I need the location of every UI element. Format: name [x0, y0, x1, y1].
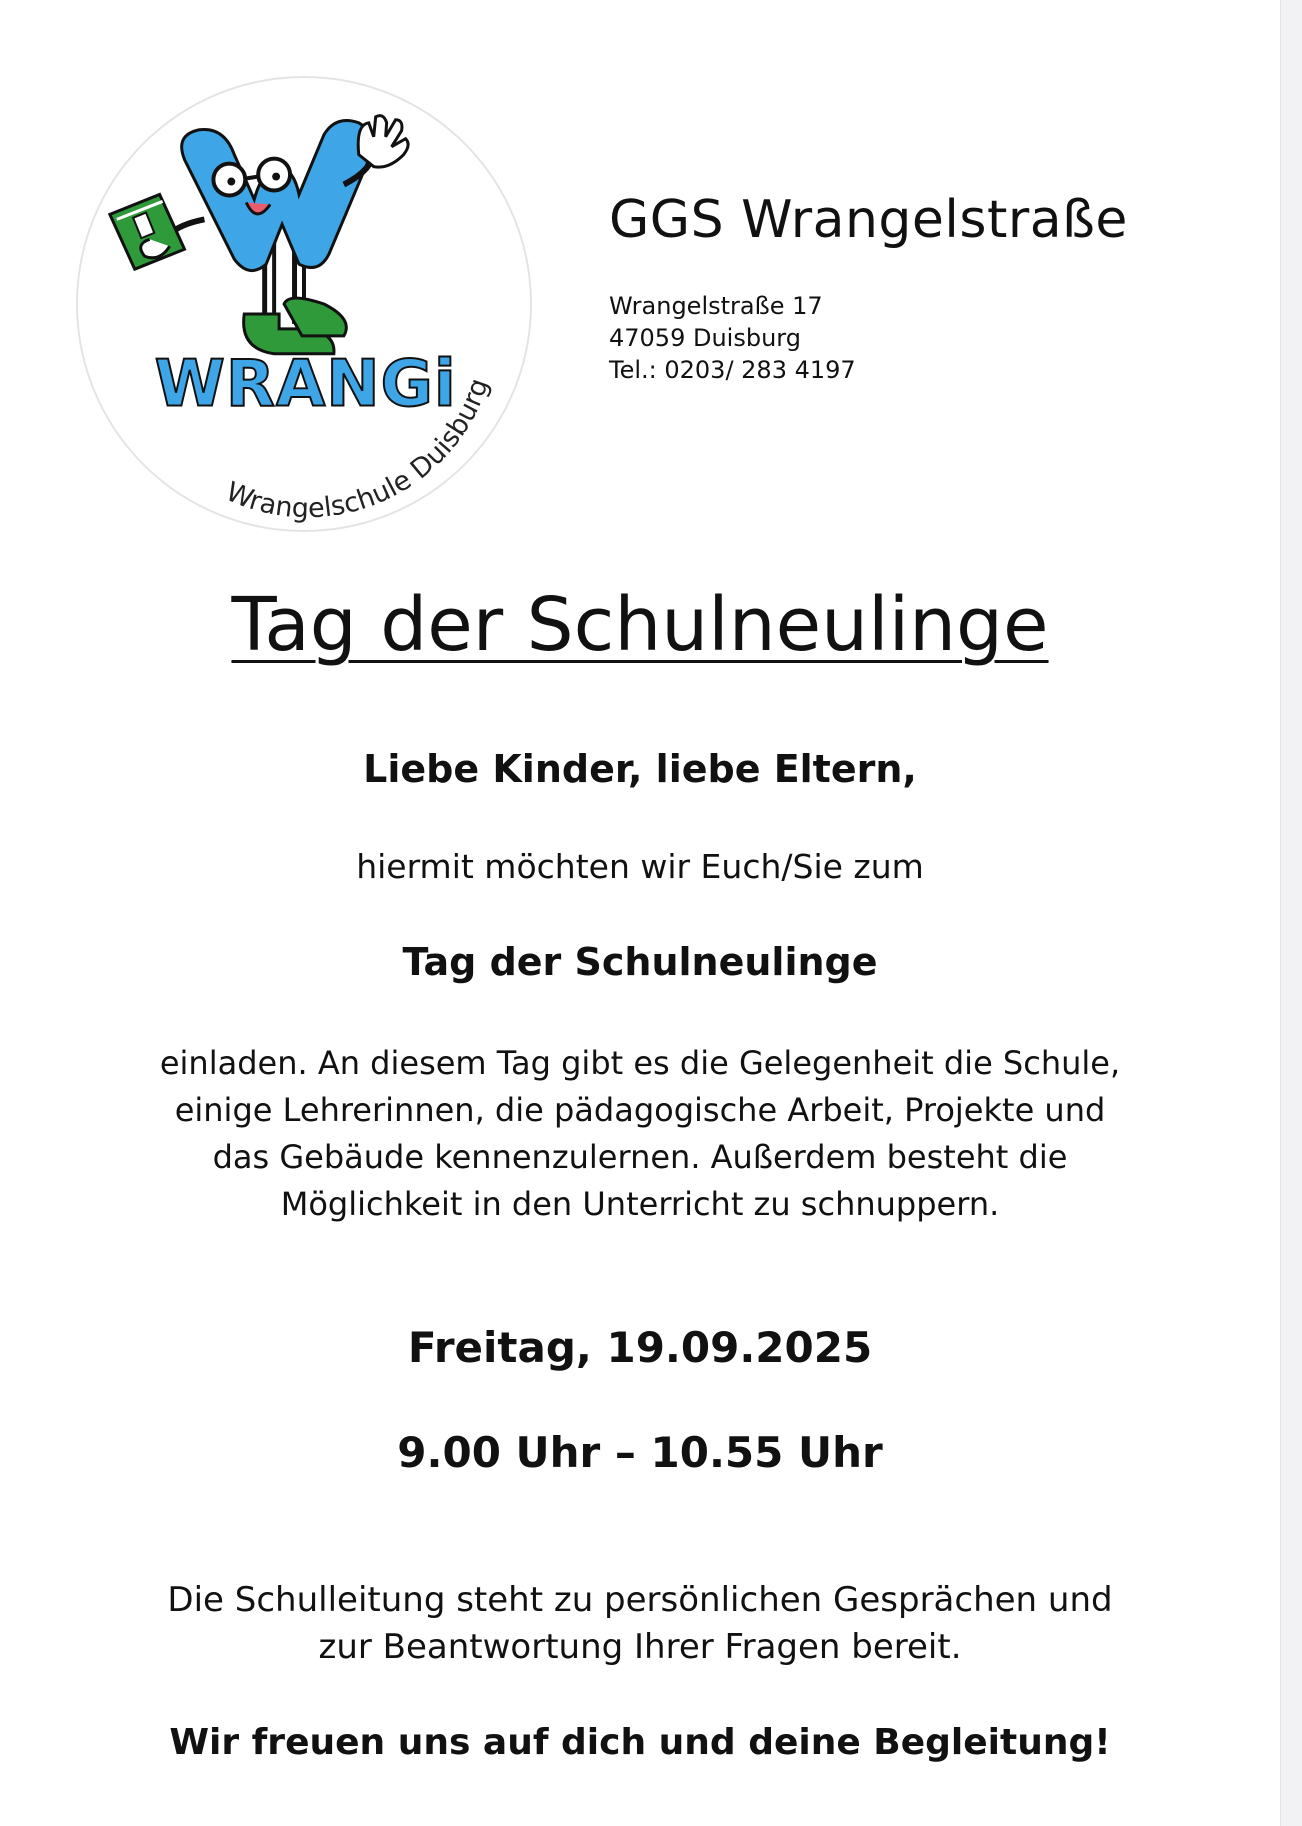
- logo-wordmark: WRANGi: [154, 347, 457, 422]
- logo-arc-text: Wrangelschule Duisburg: [221, 374, 496, 525]
- school-address: [609, 290, 856, 386]
- address-phone: Tel.: 0203/ 283 4197: [609, 356, 856, 384]
- event-time: 9.00 Uhr – 10.55 Uhr: [397, 1428, 883, 1477]
- school-name: GGS Wrangelstraße: [609, 190, 1128, 250]
- body-paragraph: [0, 1040, 1280, 1228]
- school-logo: [75, 75, 533, 533]
- note-paragraph: [0, 1577, 1280, 1671]
- greeting: Liebe Kinder, liebe Eltern,: [363, 747, 917, 791]
- body-line: einige Lehrerinnen, die pädagogische Arbeit, Projekte und: [174, 1091, 1106, 1129]
- body-line: Möglichkeit in den Unterricht zu schnuppern.: [280, 1185, 1000, 1223]
- page-title: Tag der Schulneulinge: [231, 582, 1049, 668]
- event-date: Freitag, 19.09.2025: [407, 1323, 873, 1372]
- note-line: Die Schulleitung steht zu persönlichen Gesprächen und: [167, 1580, 1113, 1620]
- address-city: 47059 Duisburg: [609, 324, 801, 352]
- page-edge: [1280, 0, 1302, 1826]
- intro-line: hiermit möchten wir Euch/Sie zum: [356, 847, 924, 886]
- event-name: Tag der Schulneulinge: [402, 940, 878, 984]
- address-street: Wrangelstraße 17: [609, 292, 823, 320]
- body-line: einladen. An diesem Tag gibt es die Gelegenheit die Schule,: [159, 1044, 1121, 1082]
- closing-line: Wir freuen uns auf dich und deine Begleitung!: [169, 1722, 1111, 1763]
- note-line: zur Beantwortung Ihrer Fragen bereit.: [318, 1627, 962, 1667]
- body-line: das Gebäude kennenzulernen. Außerdem besteht die: [212, 1138, 1068, 1176]
